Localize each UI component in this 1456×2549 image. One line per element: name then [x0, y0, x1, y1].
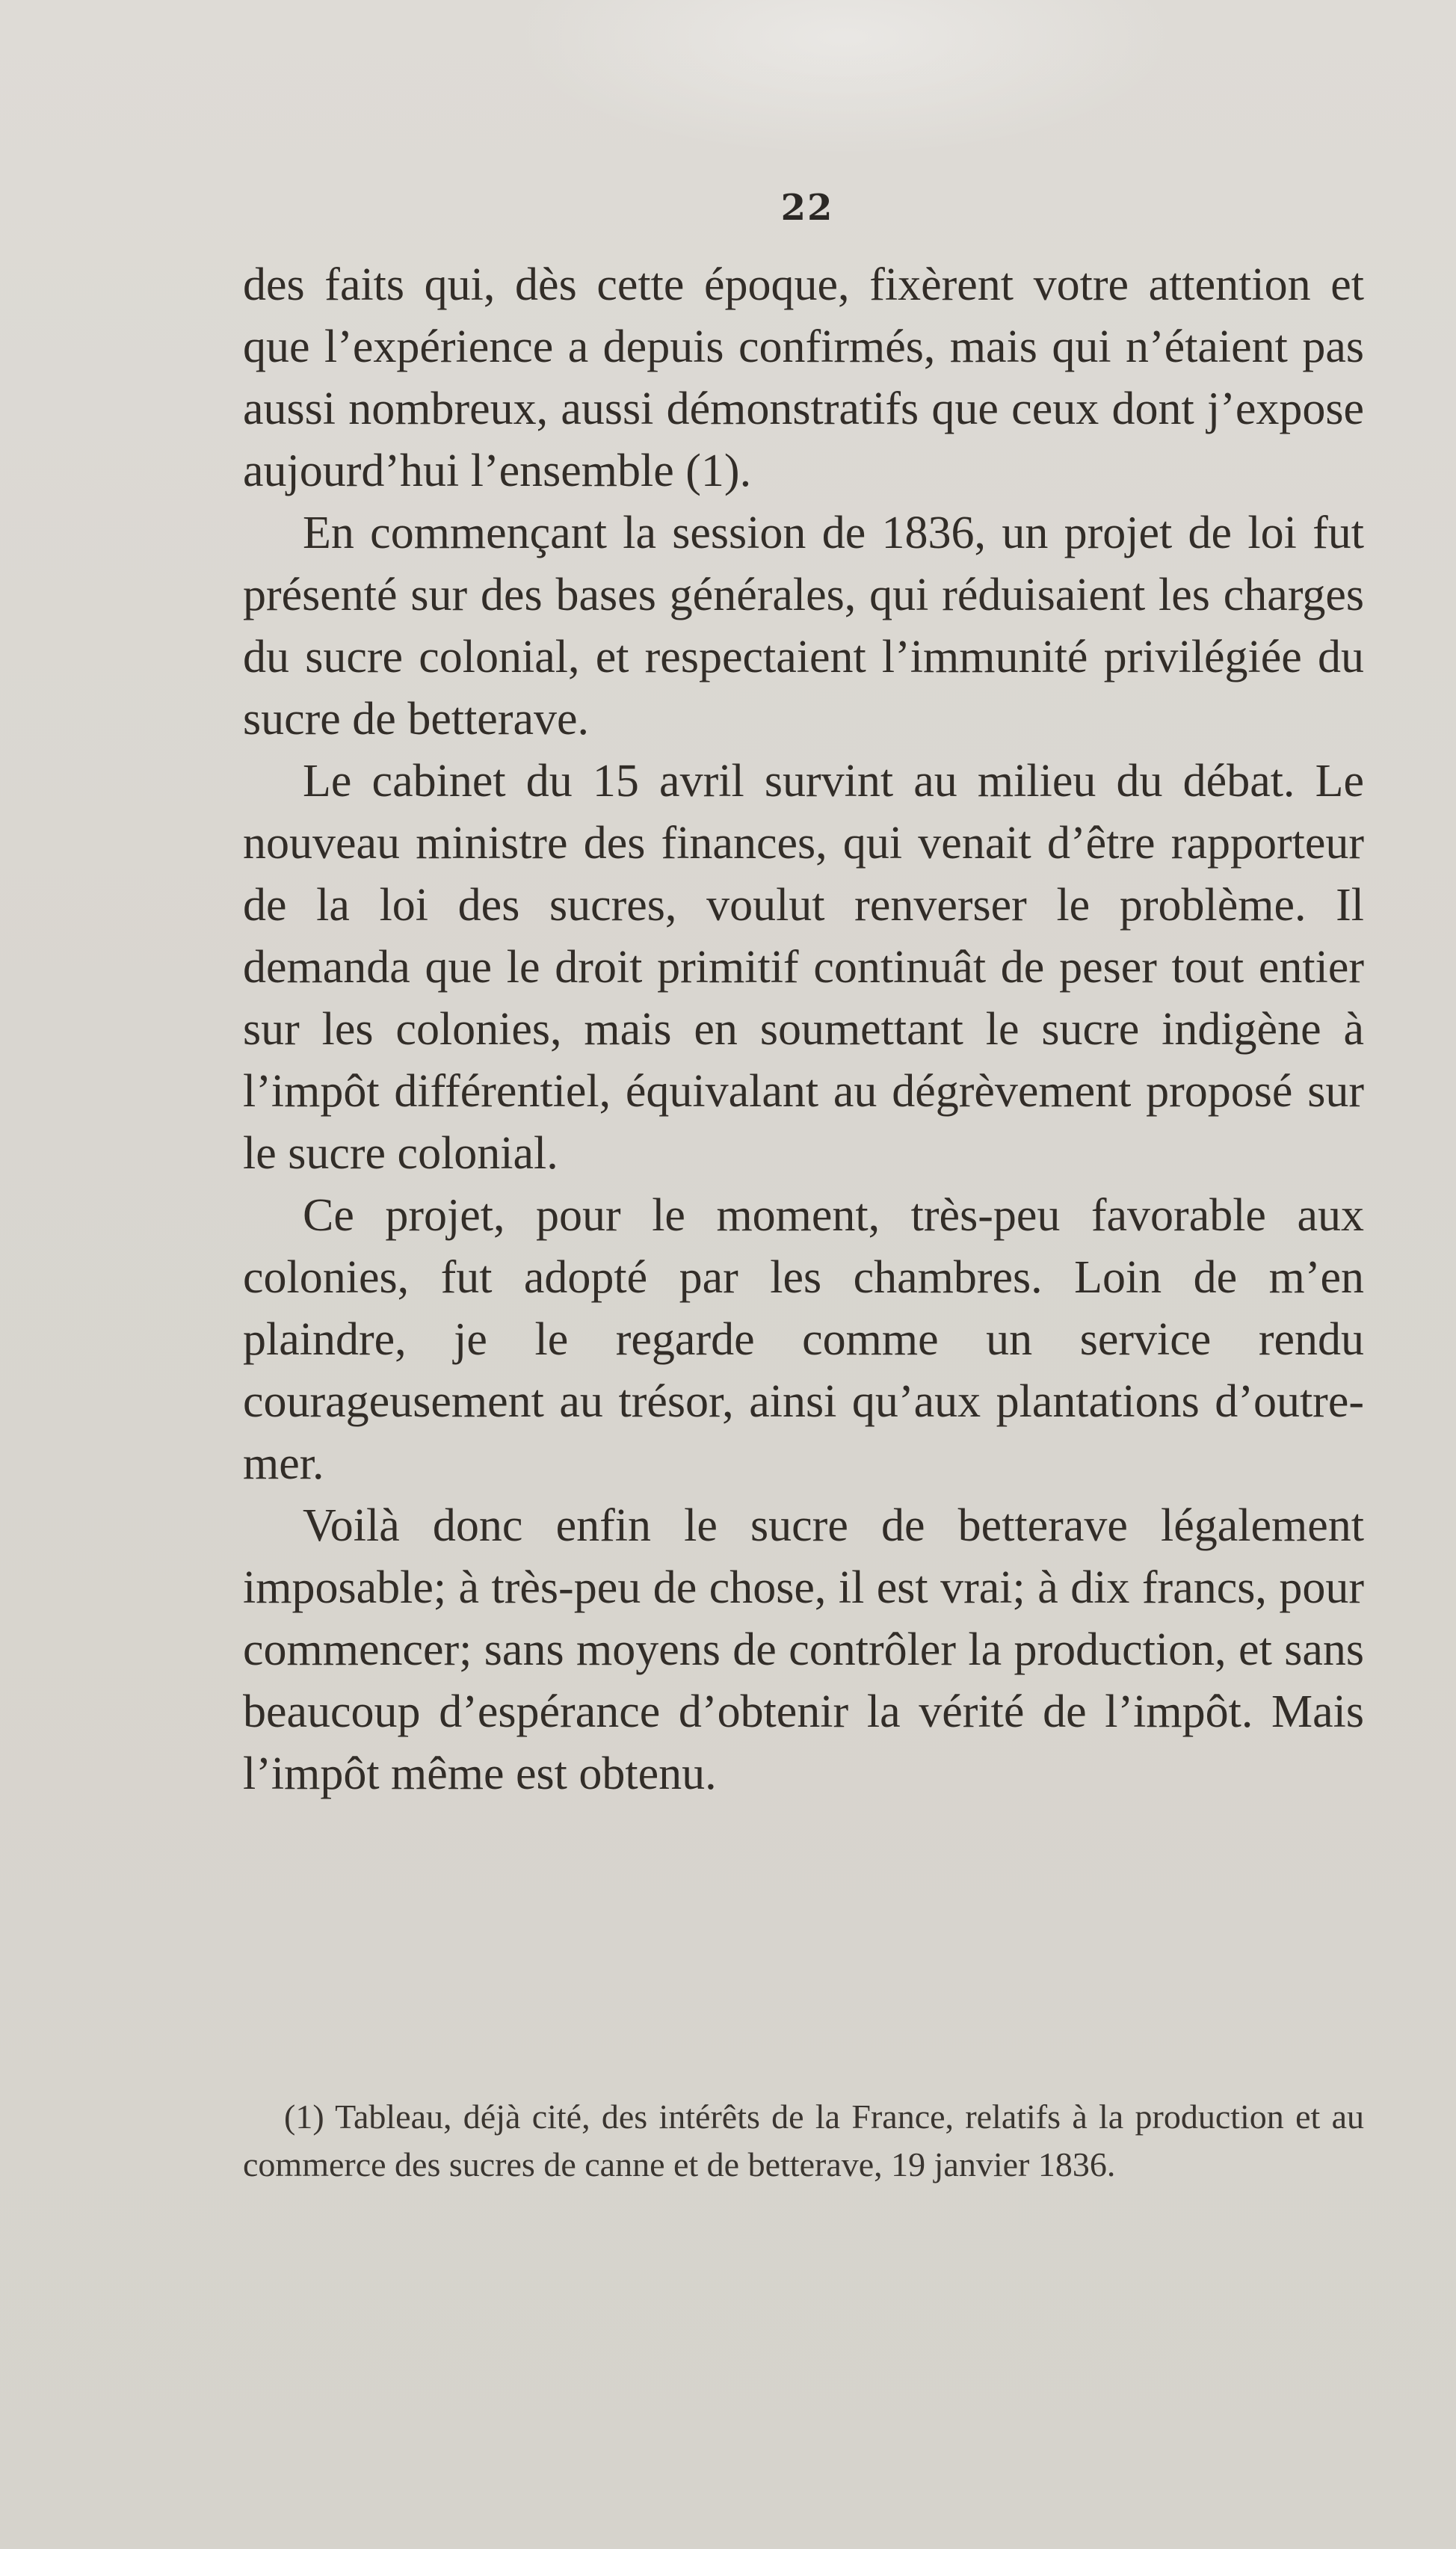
page-shading [508, 0, 1181, 157]
body-text [243, 254, 1364, 1805]
paragraph-3: Le cabinet du 15 avril survint au milieu du débat. Le nouveau ministre des finances, qui venait d’être rapporteur de la loi des sucres, voulut renverser le problème. Il demanda que le droit primitif continuât de peser tout entier sur les colonies, mais en soumettant le sucre indigène à l’impôt différentiel, équivalant au dégrèvement proposé sur le sucre colonial. [243, 756, 1364, 1179]
paragraph-4: Ce projet, pour le moment, très-peu favorable aux colonies, fut adopté par les chambres. Loin de m’en plaindre, je le regarde comme un service rendu courageusement au trésor, ainsi qu’aux plantations d’outre-mer. [243, 1190, 1364, 1489]
paragraph-5: Voilà donc enfin le sucre de betterave légalement imposable; à très-peu de chose, il est vrai; à dix francs, pour commencer; sans moyens de contrôler la production, et sans beaucoup d’espérance d’obtenir la vérité de l’impôt. Mais l’impôt même est obtenu. [243, 1500, 1364, 1799]
paragraph-2: En commençant la session de 1836, un projet de loi fut présenté sur des bases générales, qui réduisaient les charges du sucre colonial, et respectaient l’immunité privilégiée du sucre de betterave. [243, 508, 1364, 745]
paragraph-1: des faits qui, dès cette époque, fixèrent votre attention et que l’expérience a depuis confirmés, mais qui n’étaient pas aussi nombreux, aussi démonstratifs que ceux dont j’expose aujourd’hui l’ensemble (1). [243, 259, 1364, 496]
page-number: 22 [780, 187, 834, 229]
footnote: (1) Tableau, déjà cité, des intérêts de la France, relatifs à la production et au commerce des sucres de canne et de betterave, 19 janvier 1836. [243, 2098, 1364, 2183]
